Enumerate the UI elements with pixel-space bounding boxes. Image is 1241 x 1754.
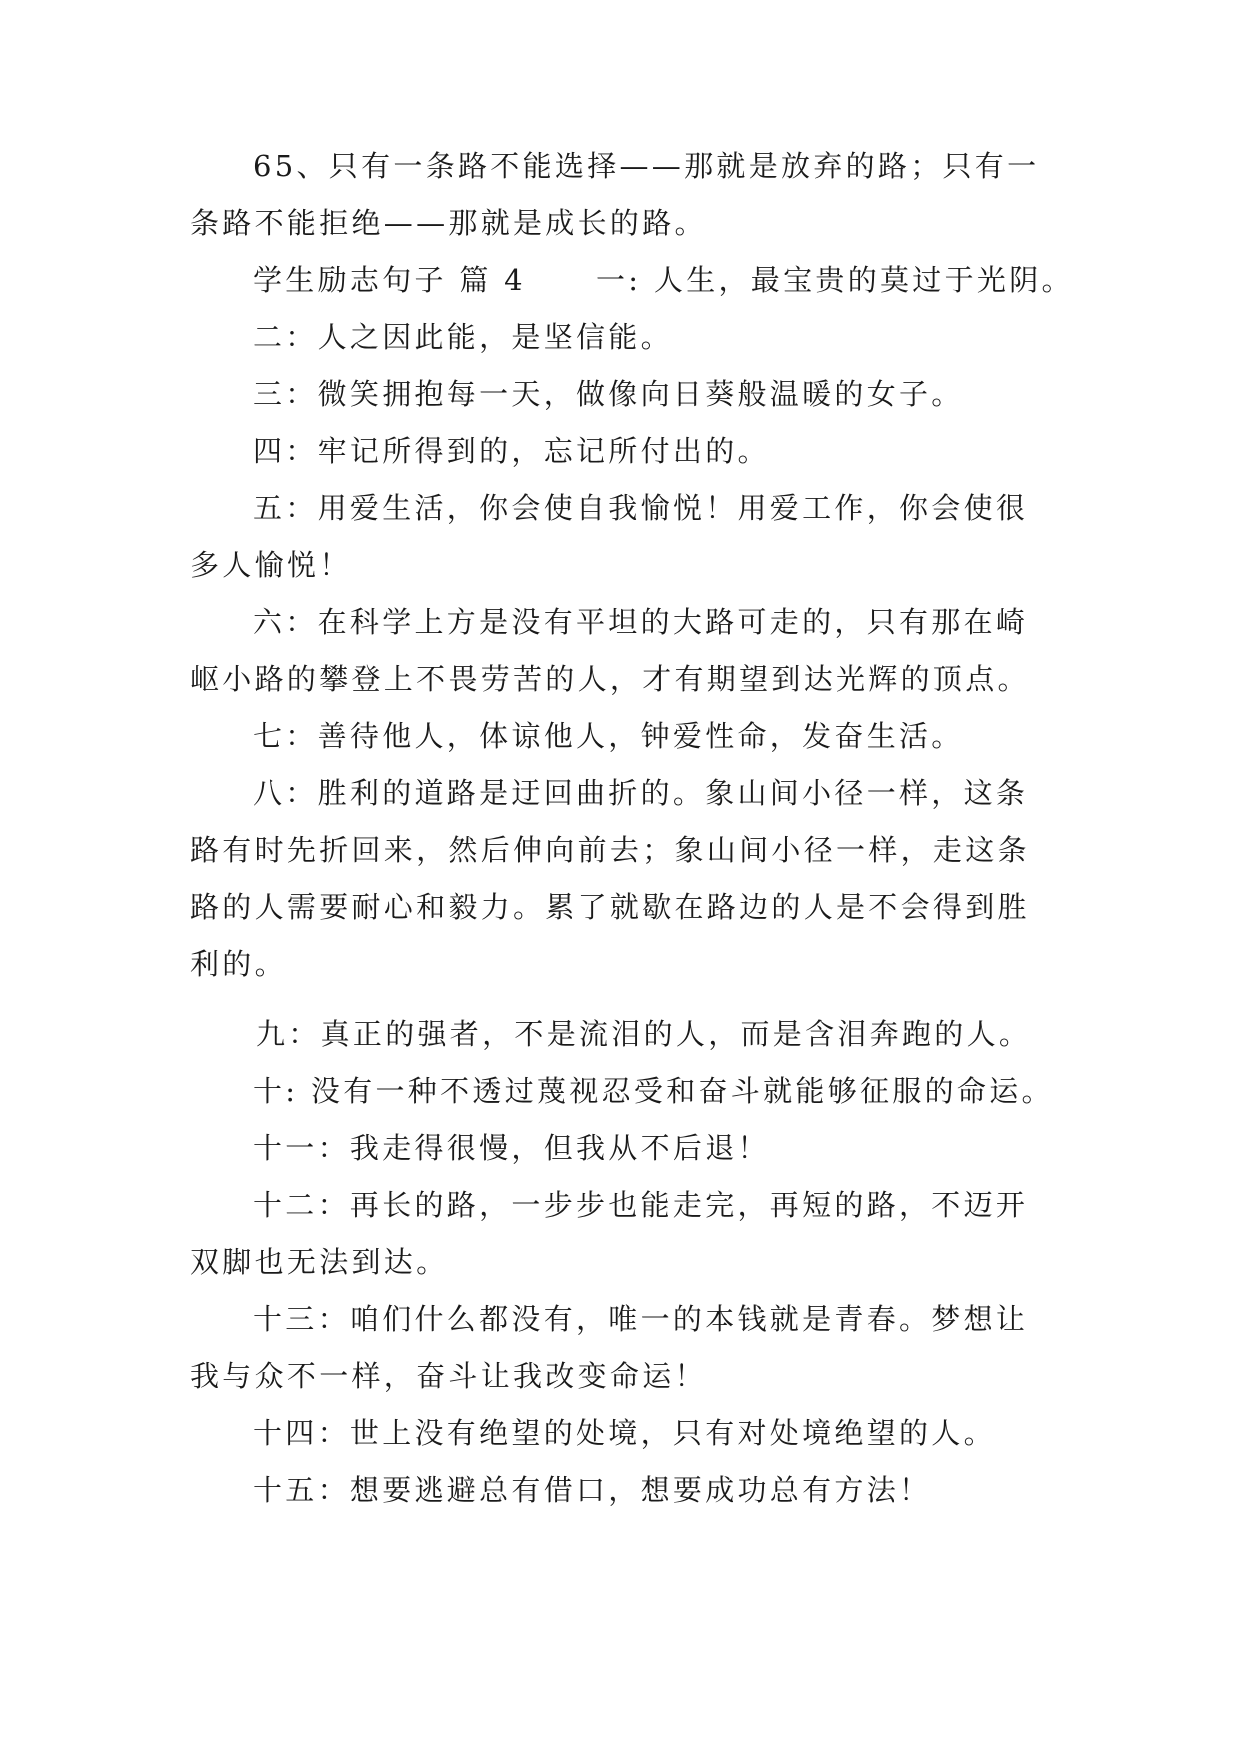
item-8-line-1: 八：胜利的道路是迂回曲折的。象山间小径一样，这条 (253, 776, 1029, 810)
item-13-line-2: 我与众不一样，奋斗让我改变命运！ (190, 1359, 707, 1393)
item-8-line-2: 路有时先折回来，然后伸向前去；象山间小径一样，走这条 (190, 833, 1030, 867)
paragraph-65-line-2: 条路不能拒绝——那就是成长的路。 (190, 206, 707, 240)
item-1: 一: 人生，最宝贵的莫过于光阴。 (596, 263, 1074, 297)
item-8-line-4: 利的。 (190, 947, 287, 981)
item-6-line-2: 岖小路的攀登上不畏劳苦的人，才有期望到达光辉的顶点。 (190, 662, 1030, 696)
item-4: 四：牢记所得到的，忘记所付出的。 (253, 434, 770, 468)
item-8-line-3: 路的人需要耐心和毅力。累了就歇在路边的人是不会得到胜 (190, 890, 1030, 924)
item-6-line-1: 六：在科学上方是没有平坦的大路可走的，只有那在崎 (253, 605, 1029, 639)
item-15: 十五：想要逃避总有借口，想要成功总有方法！ (253, 1473, 932, 1507)
item-12-line-1: 十二：再长的路，一步步也能走完，再短的路，不迈开 (253, 1188, 1029, 1222)
item-11: 十一：我走得很慢，但我从不后退！ (253, 1131, 770, 1165)
item-10: 十: 没有一种不透过蔑视忍受和奋斗就能够征服的命运。 (253, 1074, 1054, 1108)
item-9: 九：真正的强者，不是流泪的人，而是含泪奔跑的人。 (256, 1017, 1032, 1051)
item-3: 三：微笑拥抱每一天，做像向日葵般温暖的女子。 (253, 377, 964, 411)
section-heading: 学生励志句子 篇 4 (253, 263, 526, 297)
item-14: 十四：世上没有绝望的处境，只有对处境绝望的人。 (253, 1416, 996, 1450)
item-5-line-2: 多人愉悦！ (190, 548, 352, 582)
item-13-line-1: 十三：咱们什么都没有，唯一的本钱就是青春。梦想让 (253, 1302, 1029, 1336)
item-7: 七：善待他人，体谅他人，钟爱性命，发奋生活。 (253, 719, 964, 753)
item-12-line-2: 双脚也无法到达。 (190, 1245, 449, 1279)
paragraph-65-line-1: 65、只有一条路不能选择——那就是放弃的路；只有一 (253, 149, 1040, 183)
item-2: 二：人之因此能，是坚信能。 (253, 320, 673, 354)
item-5-line-1: 五：用爱生活，你会使自我愉悦！用爱工作，你会使很 (253, 491, 1029, 525)
